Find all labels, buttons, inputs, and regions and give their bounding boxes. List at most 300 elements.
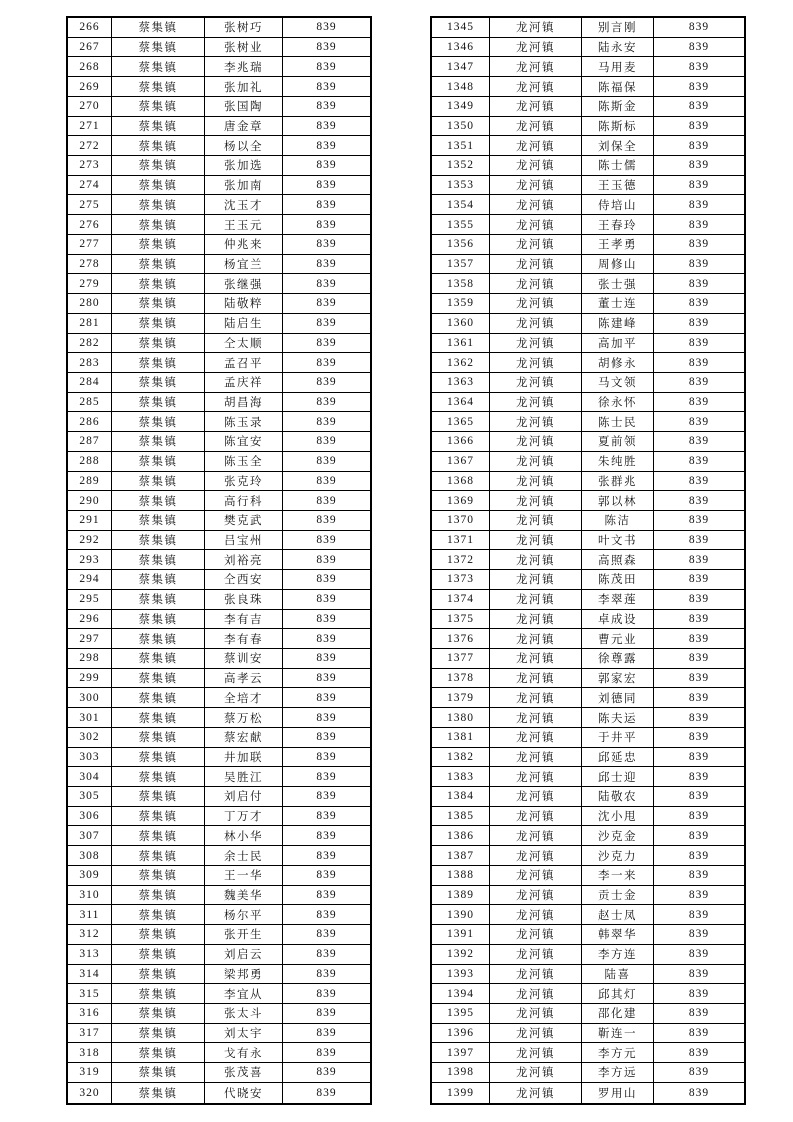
amount-cell: 839 bbox=[688, 967, 710, 980]
name-cell: 别言刚 bbox=[582, 18, 654, 37]
name-cell: 王一华 bbox=[205, 866, 283, 885]
table-row bbox=[68, 57, 370, 77]
town-cell: 蔡集镇 bbox=[112, 965, 205, 984]
name-cell: 马用麦 bbox=[582, 57, 654, 76]
table-row bbox=[68, 688, 370, 708]
table-row bbox=[68, 353, 370, 373]
table-row bbox=[432, 97, 744, 117]
amount-cell: 839 bbox=[316, 139, 337, 152]
town-cell: 龙河镇 bbox=[490, 136, 582, 155]
table-row bbox=[432, 1063, 744, 1083]
amount-cell: 839 bbox=[316, 652, 337, 665]
name-cell: 张加南 bbox=[205, 176, 283, 195]
town-cell: 蔡集镇 bbox=[112, 1004, 205, 1023]
town-cell: 蔡集镇 bbox=[112, 156, 205, 175]
name-cell: 杨尔平 bbox=[205, 905, 283, 924]
serial-cell: 1390 bbox=[432, 905, 490, 924]
amount-cell: 839 bbox=[688, 731, 710, 744]
amount-cell: 839 bbox=[316, 691, 337, 704]
serial-cell: 299 bbox=[68, 669, 112, 688]
serial-cell: 294 bbox=[68, 570, 112, 589]
name-cell: 王孝勇 bbox=[582, 235, 654, 254]
amount-cell: 839 bbox=[688, 119, 710, 132]
table-row bbox=[68, 412, 370, 432]
serial-cell: 1348 bbox=[432, 77, 490, 96]
table-row bbox=[68, 18, 370, 38]
town-cell: 蔡集镇 bbox=[112, 117, 205, 136]
table-row bbox=[68, 1083, 370, 1103]
town-cell: 蔡集镇 bbox=[112, 1024, 205, 1043]
name-cell: 蔡训安 bbox=[205, 649, 283, 668]
serial-cell: 1360 bbox=[432, 314, 490, 333]
table-row bbox=[68, 886, 370, 906]
town-cell: 蔡集镇 bbox=[112, 412, 205, 431]
name-cell: 刘太宇 bbox=[205, 1024, 283, 1043]
table-row bbox=[432, 511, 744, 531]
name-cell: 郭家宏 bbox=[582, 669, 654, 688]
serial-cell: 1369 bbox=[432, 491, 490, 510]
table-row bbox=[68, 945, 370, 965]
serial-cell: 1363 bbox=[432, 373, 490, 392]
town-cell: 龙河镇 bbox=[490, 334, 582, 353]
town-cell: 龙河镇 bbox=[490, 57, 582, 76]
table-row bbox=[68, 846, 370, 866]
serial-cell: 283 bbox=[68, 353, 112, 372]
table-row bbox=[432, 610, 744, 630]
serial-cell: 319 bbox=[68, 1063, 112, 1082]
town-cell: 龙河镇 bbox=[490, 1004, 582, 1023]
amount-cell: 839 bbox=[316, 21, 337, 34]
serial-cell: 1372 bbox=[432, 550, 490, 569]
town-cell: 龙河镇 bbox=[490, 965, 582, 984]
serial-cell: 320 bbox=[68, 1083, 112, 1103]
amount-cell: 839 bbox=[316, 435, 337, 448]
serial-cell: 266 bbox=[68, 18, 112, 37]
town-cell: 蔡集镇 bbox=[112, 787, 205, 806]
amount-cell: 839 bbox=[688, 396, 710, 409]
town-cell: 蔡集镇 bbox=[112, 472, 205, 491]
name-cell: 徐尊露 bbox=[582, 649, 654, 668]
serial-cell: 279 bbox=[68, 274, 112, 293]
serial-cell: 306 bbox=[68, 807, 112, 826]
table-row bbox=[432, 748, 744, 768]
amount-cell: 839 bbox=[688, 317, 710, 330]
table-row bbox=[432, 846, 744, 866]
amount-cell: 839 bbox=[316, 336, 337, 349]
amount-cell: 839 bbox=[316, 573, 337, 586]
amount-cell: 839 bbox=[688, 435, 710, 448]
town-cell: 龙河镇 bbox=[490, 649, 582, 668]
amount-cell: 839 bbox=[316, 849, 337, 862]
table-row bbox=[432, 826, 744, 846]
table-row bbox=[68, 965, 370, 985]
town-cell: 龙河镇 bbox=[490, 610, 582, 629]
serial-cell: 1345 bbox=[432, 18, 490, 37]
amount-cell: 839 bbox=[316, 179, 337, 192]
name-cell: 刘启付 bbox=[205, 787, 283, 806]
amount-cell: 839 bbox=[316, 474, 337, 487]
name-cell: 邵化建 bbox=[582, 1004, 654, 1023]
name-cell: 李方连 bbox=[582, 945, 654, 964]
name-cell: 杨以全 bbox=[205, 136, 283, 155]
town-cell: 蔡集镇 bbox=[112, 905, 205, 924]
table-row bbox=[432, 767, 744, 787]
serial-cell: 1346 bbox=[432, 38, 490, 57]
table-row bbox=[68, 649, 370, 669]
table-row bbox=[432, 18, 744, 38]
amount-cell: 839 bbox=[316, 317, 337, 330]
amount-cell: 839 bbox=[688, 829, 710, 842]
amount-cell: 839 bbox=[316, 869, 337, 882]
name-cell: 陈夫运 bbox=[582, 708, 654, 727]
amount-cell: 839 bbox=[688, 1027, 710, 1040]
name-cell: 林小华 bbox=[205, 826, 283, 845]
town-cell: 蔡集镇 bbox=[112, 748, 205, 767]
town-cell: 蔡集镇 bbox=[112, 373, 205, 392]
town-cell: 龙河镇 bbox=[490, 570, 582, 589]
serial-cell: 1357 bbox=[432, 255, 490, 274]
name-cell: 陈洁 bbox=[582, 511, 654, 530]
amount-cell: 839 bbox=[688, 672, 710, 685]
name-cell: 李方元 bbox=[582, 1043, 654, 1062]
table-row bbox=[432, 590, 744, 610]
amount-cell: 839 bbox=[688, 277, 710, 290]
name-cell: 陈士民 bbox=[582, 412, 654, 431]
name-cell: 董士连 bbox=[582, 294, 654, 313]
amount-cell: 839 bbox=[688, 80, 710, 93]
town-cell: 龙河镇 bbox=[490, 294, 582, 313]
serial-cell: 1351 bbox=[432, 136, 490, 155]
serial-cell: 1380 bbox=[432, 708, 490, 727]
amount-cell: 839 bbox=[316, 928, 337, 941]
serial-cell: 1393 bbox=[432, 965, 490, 984]
table-row bbox=[432, 472, 744, 492]
table-row bbox=[68, 669, 370, 689]
town-cell: 蔡集镇 bbox=[112, 807, 205, 826]
amount-cell: 839 bbox=[688, 336, 710, 349]
table-row bbox=[432, 136, 744, 156]
town-cell: 龙河镇 bbox=[490, 38, 582, 57]
amount-cell: 839 bbox=[688, 652, 710, 665]
town-cell: 蔡集镇 bbox=[112, 235, 205, 254]
serial-cell: 1367 bbox=[432, 452, 490, 471]
serial-cell: 303 bbox=[68, 748, 112, 767]
serial-cell: 1356 bbox=[432, 235, 490, 254]
serial-cell: 1379 bbox=[432, 688, 490, 707]
town-cell: 蔡集镇 bbox=[112, 314, 205, 333]
amount-cell: 839 bbox=[688, 494, 710, 507]
name-cell: 刘启云 bbox=[205, 945, 283, 964]
table-row bbox=[432, 117, 744, 137]
amount-cell: 839 bbox=[688, 987, 710, 1000]
name-cell: 张树巧 bbox=[205, 18, 283, 37]
serial-cell: 272 bbox=[68, 136, 112, 155]
name-cell: 陈斯金 bbox=[582, 97, 654, 116]
amount-cell: 839 bbox=[688, 257, 710, 270]
name-cell: 卓成设 bbox=[582, 610, 654, 629]
serial-cell: 309 bbox=[68, 866, 112, 885]
amount-cell: 839 bbox=[688, 691, 710, 704]
table-row bbox=[68, 1063, 370, 1083]
amount-cell: 839 bbox=[316, 257, 337, 270]
table-row bbox=[432, 215, 744, 235]
serial-cell: 284 bbox=[68, 373, 112, 392]
amount-cell: 839 bbox=[316, 356, 337, 369]
amount-cell: 839 bbox=[688, 632, 710, 645]
serial-cell: 1389 bbox=[432, 886, 490, 905]
table-row bbox=[68, 452, 370, 472]
amount-cell: 839 bbox=[316, 908, 337, 921]
amount-cell: 839 bbox=[316, 297, 337, 310]
amount-cell: 839 bbox=[688, 474, 710, 487]
table-row bbox=[68, 787, 370, 807]
serial-cell: 1353 bbox=[432, 176, 490, 195]
name-cell: 靳连一 bbox=[582, 1024, 654, 1043]
town-cell: 龙河镇 bbox=[490, 255, 582, 274]
amount-cell: 839 bbox=[316, 1046, 337, 1059]
serial-cell: 285 bbox=[68, 393, 112, 412]
name-cell: 刘保全 bbox=[582, 136, 654, 155]
amount-cell: 839 bbox=[316, 593, 337, 606]
table-row bbox=[432, 649, 744, 669]
town-cell: 龙河镇 bbox=[490, 846, 582, 865]
table-row bbox=[68, 708, 370, 728]
name-cell: 侍培山 bbox=[582, 195, 654, 214]
table-row bbox=[432, 728, 744, 748]
table-row bbox=[68, 925, 370, 945]
name-cell: 张良珠 bbox=[205, 590, 283, 609]
serial-cell: 314 bbox=[68, 965, 112, 984]
town-cell: 蔡集镇 bbox=[112, 57, 205, 76]
amount-cell: 839 bbox=[688, 60, 710, 73]
town-cell: 蔡集镇 bbox=[112, 1083, 205, 1103]
serial-cell: 1399 bbox=[432, 1083, 490, 1103]
town-cell: 龙河镇 bbox=[490, 97, 582, 116]
table-row bbox=[68, 767, 370, 787]
name-cell: 杨宜兰 bbox=[205, 255, 283, 274]
table-row bbox=[68, 550, 370, 570]
amount-cell: 839 bbox=[316, 80, 337, 93]
town-cell: 龙河镇 bbox=[490, 314, 582, 333]
amount-cell: 839 bbox=[688, 455, 710, 468]
name-cell: 韩翠华 bbox=[582, 925, 654, 944]
name-cell: 张茂喜 bbox=[205, 1063, 283, 1082]
table-row bbox=[432, 156, 744, 176]
table-row bbox=[432, 274, 744, 294]
serial-cell: 1387 bbox=[432, 846, 490, 865]
serial-cell: 313 bbox=[68, 945, 112, 964]
name-cell: 张太斗 bbox=[205, 1004, 283, 1023]
serial-cell: 295 bbox=[68, 590, 112, 609]
amount-cell: 839 bbox=[316, 376, 337, 389]
town-cell: 龙河镇 bbox=[490, 235, 582, 254]
amount-cell: 839 bbox=[316, 60, 337, 73]
town-cell: 蔡集镇 bbox=[112, 77, 205, 96]
name-cell: 陈建峰 bbox=[582, 314, 654, 333]
table-row bbox=[68, 610, 370, 630]
serial-cell: 1361 bbox=[432, 334, 490, 353]
town-cell: 蔡集镇 bbox=[112, 97, 205, 116]
serial-cell: 267 bbox=[68, 38, 112, 57]
amount-cell: 839 bbox=[688, 415, 710, 428]
name-cell: 孟召平 bbox=[205, 353, 283, 372]
table-row bbox=[432, 353, 744, 373]
serial-cell: 275 bbox=[68, 195, 112, 214]
serial-cell: 292 bbox=[68, 531, 112, 550]
town-cell: 蔡集镇 bbox=[112, 610, 205, 629]
table-row bbox=[68, 235, 370, 255]
table-row bbox=[432, 255, 744, 275]
amount-cell: 839 bbox=[316, 1027, 337, 1040]
town-cell: 蔡集镇 bbox=[112, 353, 205, 372]
name-cell: 陈茂田 bbox=[582, 570, 654, 589]
serial-cell: 286 bbox=[68, 412, 112, 431]
name-cell: 陈玉全 bbox=[205, 452, 283, 471]
town-cell: 龙河镇 bbox=[490, 984, 582, 1003]
town-cell: 龙河镇 bbox=[490, 491, 582, 510]
serial-cell: 1366 bbox=[432, 432, 490, 451]
name-cell: 张群兆 bbox=[582, 472, 654, 491]
amount-cell: 839 bbox=[316, 1066, 337, 1079]
name-cell: 沙克力 bbox=[582, 846, 654, 865]
town-cell: 蔡集镇 bbox=[112, 866, 205, 885]
town-cell: 蔡集镇 bbox=[112, 511, 205, 530]
amount-cell: 839 bbox=[688, 21, 710, 34]
table-row bbox=[68, 195, 370, 215]
town-cell: 蔡集镇 bbox=[112, 215, 205, 234]
amount-cell: 839 bbox=[688, 297, 710, 310]
serial-cell: 1398 bbox=[432, 1063, 490, 1082]
amount-cell: 839 bbox=[688, 553, 710, 566]
name-cell: 朱纯胜 bbox=[582, 452, 654, 471]
amount-cell: 839 bbox=[316, 514, 337, 527]
name-cell: 吴胜江 bbox=[205, 767, 283, 786]
serial-cell: 312 bbox=[68, 925, 112, 944]
table-row bbox=[432, 925, 744, 945]
table-row bbox=[432, 1083, 744, 1103]
name-cell: 张树业 bbox=[205, 38, 283, 57]
name-cell: 胡昌海 bbox=[205, 393, 283, 412]
table-row bbox=[68, 432, 370, 452]
town-cell: 龙河镇 bbox=[490, 452, 582, 471]
table-row bbox=[68, 136, 370, 156]
name-cell: 邱士迎 bbox=[582, 767, 654, 786]
name-cell: 李宜从 bbox=[205, 984, 283, 1003]
name-cell: 蔡万松 bbox=[205, 708, 283, 727]
table-row bbox=[432, 57, 744, 77]
amount-cell: 839 bbox=[688, 1066, 710, 1079]
amount-cell: 839 bbox=[316, 888, 337, 901]
table-row bbox=[68, 156, 370, 176]
town-cell: 龙河镇 bbox=[490, 531, 582, 550]
serial-cell: 1354 bbox=[432, 195, 490, 214]
amount-cell: 839 bbox=[316, 987, 337, 1000]
town-cell: 蔡集镇 bbox=[112, 1063, 205, 1082]
table-row bbox=[68, 826, 370, 846]
town-cell: 龙河镇 bbox=[490, 274, 582, 293]
town-cell: 龙河镇 bbox=[490, 688, 582, 707]
amount-cell: 839 bbox=[316, 790, 337, 803]
table-row bbox=[432, 1043, 744, 1063]
table-row bbox=[68, 334, 370, 354]
name-cell: 高孝云 bbox=[205, 669, 283, 688]
town-cell: 蔡集镇 bbox=[112, 826, 205, 845]
serial-cell: 1384 bbox=[432, 787, 490, 806]
amount-cell: 839 bbox=[688, 750, 710, 763]
name-cell: 赵士凤 bbox=[582, 905, 654, 924]
serial-cell: 1394 bbox=[432, 984, 490, 1003]
amount-cell: 839 bbox=[688, 948, 710, 961]
town-cell: 龙河镇 bbox=[490, 629, 582, 648]
name-cell: 张加选 bbox=[205, 156, 283, 175]
town-cell: 龙河镇 bbox=[490, 412, 582, 431]
town-cell: 龙河镇 bbox=[490, 215, 582, 234]
name-cell: 陈宜安 bbox=[205, 432, 283, 451]
table-row bbox=[68, 531, 370, 551]
serial-cell: 276 bbox=[68, 215, 112, 234]
table-row bbox=[432, 945, 744, 965]
name-cell: 张加礼 bbox=[205, 77, 283, 96]
name-cell: 唐金章 bbox=[205, 117, 283, 136]
serial-cell: 300 bbox=[68, 688, 112, 707]
serial-cell: 1397 bbox=[432, 1043, 490, 1062]
serial-cell: 316 bbox=[68, 1004, 112, 1023]
amount-cell: 839 bbox=[316, 494, 337, 507]
name-cell: 余士民 bbox=[205, 846, 283, 865]
amount-cell: 839 bbox=[688, 218, 710, 231]
name-cell: 仝西安 bbox=[205, 570, 283, 589]
name-cell: 吕宝州 bbox=[205, 531, 283, 550]
amount-cell: 839 bbox=[316, 967, 337, 980]
serial-cell: 1391 bbox=[432, 925, 490, 944]
name-cell: 于井平 bbox=[582, 728, 654, 747]
serial-cell: 1359 bbox=[432, 294, 490, 313]
serial-cell: 289 bbox=[68, 472, 112, 491]
town-cell: 蔡集镇 bbox=[112, 491, 205, 510]
table-row bbox=[68, 1024, 370, 1044]
town-cell: 龙河镇 bbox=[490, 117, 582, 136]
amount-cell: 839 bbox=[316, 553, 337, 566]
serial-cell: 318 bbox=[68, 1043, 112, 1062]
serial-cell: 290 bbox=[68, 491, 112, 510]
serial-cell: 1375 bbox=[432, 610, 490, 629]
name-cell: 沈小甩 bbox=[582, 807, 654, 826]
serial-cell: 1381 bbox=[432, 728, 490, 747]
amount-cell: 839 bbox=[316, 41, 337, 54]
serial-cell: 280 bbox=[68, 294, 112, 313]
table-row bbox=[432, 38, 744, 58]
name-cell: 樊克武 bbox=[205, 511, 283, 530]
amount-cell: 839 bbox=[688, 179, 710, 192]
town-cell: 龙河镇 bbox=[490, 472, 582, 491]
amount-cell: 839 bbox=[688, 376, 710, 389]
serial-cell: 268 bbox=[68, 57, 112, 76]
serial-cell: 1371 bbox=[432, 531, 490, 550]
town-cell: 蔡集镇 bbox=[112, 570, 205, 589]
name-cell: 李一来 bbox=[582, 866, 654, 885]
name-cell: 郭以林 bbox=[582, 491, 654, 510]
amount-cell: 839 bbox=[316, 672, 337, 685]
serial-cell: 277 bbox=[68, 235, 112, 254]
name-cell: 胡修永 bbox=[582, 353, 654, 372]
amount-cell: 839 bbox=[316, 948, 337, 961]
name-cell: 蔡宏献 bbox=[205, 728, 283, 747]
name-cell: 刘裕亮 bbox=[205, 550, 283, 569]
amount-cell: 839 bbox=[316, 1086, 337, 1099]
table-row bbox=[432, 629, 744, 649]
table-row bbox=[432, 807, 744, 827]
serial-cell: 1370 bbox=[432, 511, 490, 530]
